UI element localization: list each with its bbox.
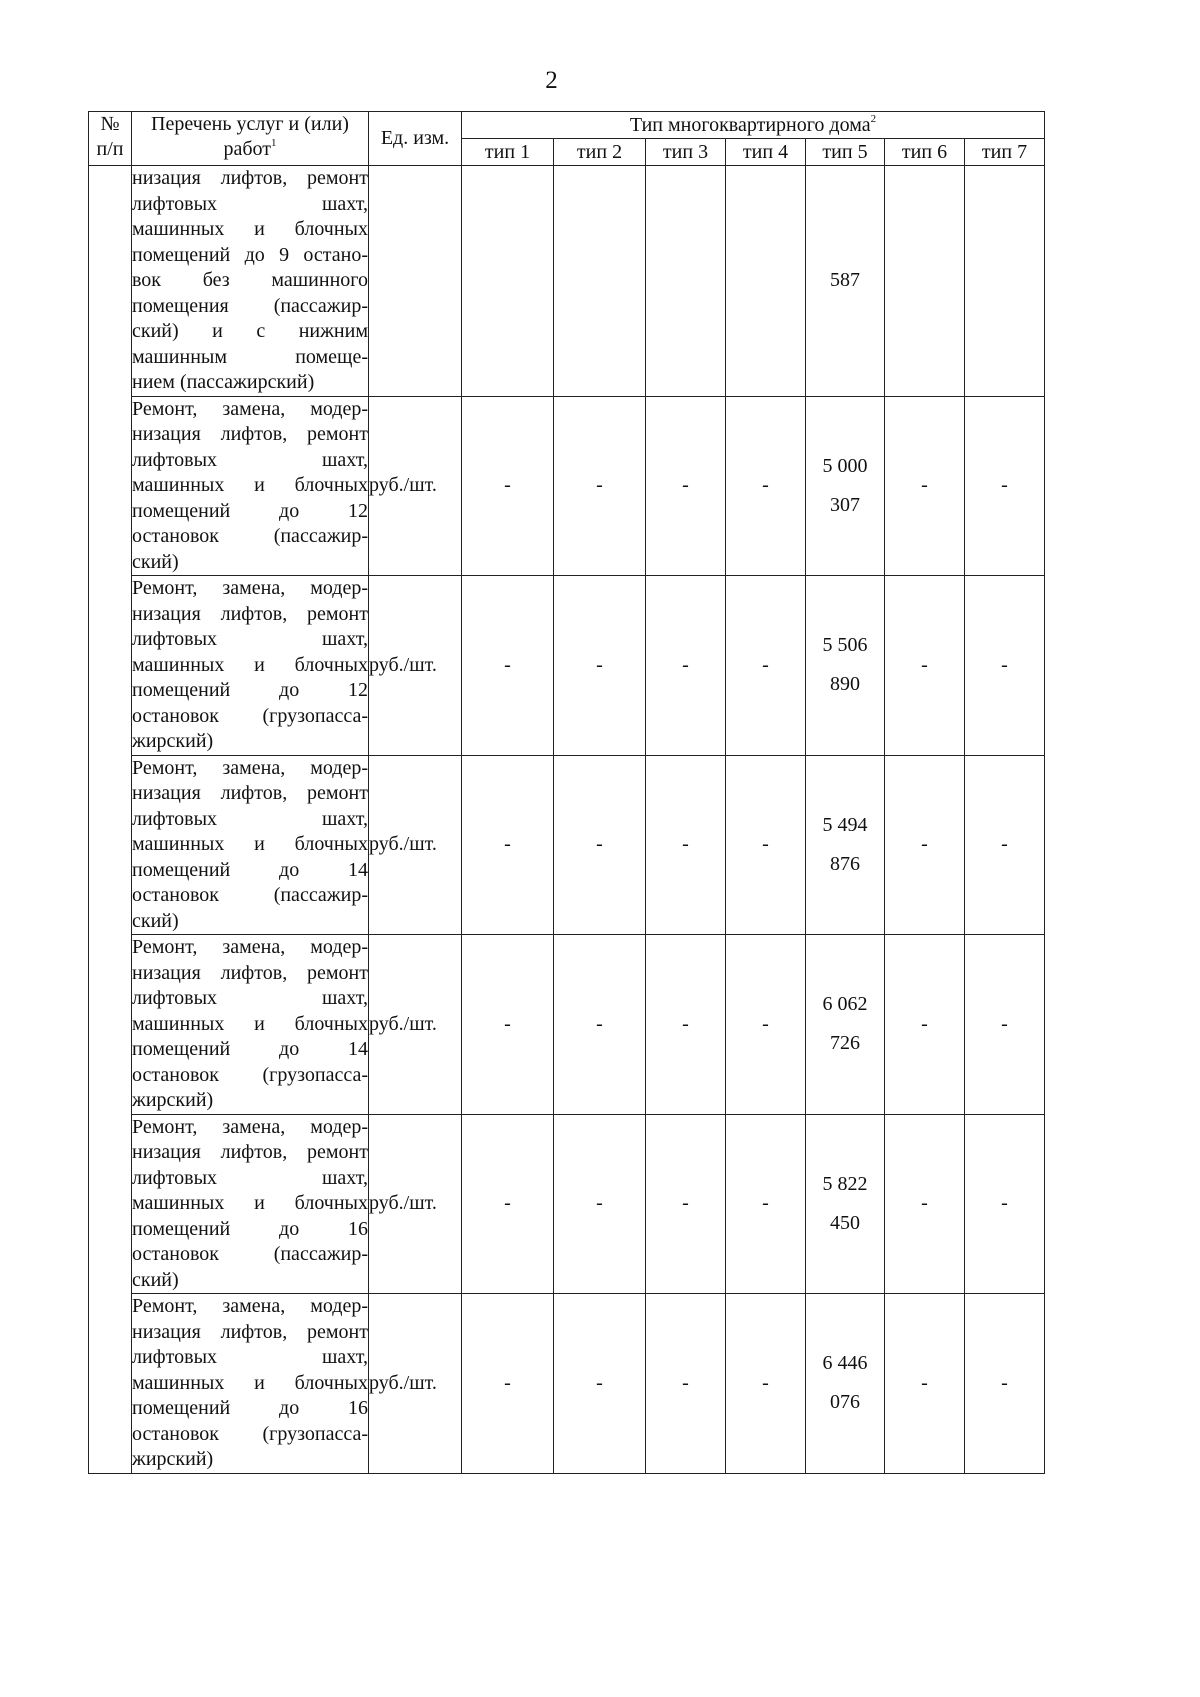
header-number	[89, 112, 132, 166]
service-description	[132, 755, 369, 935]
value-type-6	[885, 166, 965, 397]
value-type-5: 5 494 876	[806, 755, 885, 935]
service-description-line: помещений до 12	[132, 499, 368, 522]
header-type-group-label: Тип многоквартирного дома	[629, 113, 871, 136]
header-type-2: тип 2	[554, 139, 646, 166]
service-description-line: вок без машинного	[132, 269, 368, 291]
value-type-2: -	[554, 755, 646, 935]
service-description-line: низация лифтов, ремонт	[132, 961, 368, 984]
service-description-line: Ремонт, замена, модер-	[132, 397, 368, 420]
service-description-line: лифтовых шахт,	[132, 987, 368, 1009]
service-description-line: низация лифтов, ремонт	[132, 602, 368, 625]
service-description-line: помещений до 16	[132, 1217, 368, 1240]
value-type-5: 5 506 890	[806, 576, 885, 756]
value-type-5: 6 446 076	[806, 1294, 885, 1474]
service-description-line: остановок (пассажир-	[132, 1243, 368, 1265]
value-type-6: -	[885, 755, 965, 935]
service-description-line: машинных и блочных	[132, 1371, 368, 1394]
table-row	[89, 166, 1045, 397]
value-type-2: -	[554, 1294, 646, 1474]
value-type-5: 5 000 307	[806, 396, 885, 576]
value-type-4: -	[726, 396, 806, 576]
service-description-line: лифтовых шахт,	[132, 192, 368, 215]
service-description	[132, 935, 369, 1115]
service-description-line: низация лифтов, ремонт	[132, 167, 368, 189]
header-type-1: тип 1	[462, 139, 554, 166]
table-row	[89, 1294, 1045, 1474]
service-description-line: Ремонт, замена, модер-	[132, 936, 368, 958]
service-description-line: низация лифтов, ремонт	[132, 1141, 368, 1163]
service-description-line: лифтовых шахт,	[132, 448, 368, 471]
service-description-line: ский) и с нижним	[132, 320, 368, 342]
value-type-5: 6 062 726	[806, 935, 885, 1115]
value-type-6: -	[885, 935, 965, 1115]
service-description-line: низация лифтов, ремонт	[132, 1320, 368, 1343]
service-description-line: помещений до 9 остано-	[132, 243, 368, 266]
table-row	[89, 935, 1045, 1115]
value-type-3: -	[646, 576, 726, 756]
service-description-line: остановок (пассажир-	[132, 525, 368, 547]
service-description-line: машинных и блочных	[132, 833, 368, 855]
value-type-2: -	[554, 1114, 646, 1294]
header-services	[132, 112, 369, 166]
header-type-6: тип 6	[885, 139, 965, 166]
value-type-3: -	[646, 935, 726, 1115]
value-type-6: -	[885, 396, 965, 576]
header-type-4: тип 4	[726, 139, 806, 166]
value-type-7: -	[965, 576, 1045, 756]
value-type-1: -	[462, 396, 554, 576]
service-description-line: остановок (грузопасса-	[132, 1422, 368, 1445]
tariff-table	[88, 111, 1045, 1474]
service-description-line: машинным помеще-	[132, 345, 368, 368]
value-type-3: -	[646, 1114, 726, 1294]
value-type-4: -	[726, 755, 806, 935]
value-type-2: -	[554, 396, 646, 576]
unit-cell: руб./шт.	[369, 755, 462, 935]
header-services-line1: Перечень услуг и (или)	[151, 113, 349, 135]
unit-cell: руб./шт.	[369, 935, 462, 1115]
value-type-1: -	[462, 755, 554, 935]
service-description-line: лифтовых шахт,	[132, 628, 368, 650]
value-type-2: -	[554, 576, 646, 756]
value-type-5: 587	[806, 166, 885, 397]
row-number-cell	[89, 166, 132, 1474]
service-description-line: помещений до 14	[132, 858, 368, 881]
service-description-line: нием (пассажирский)	[132, 371, 315, 393]
value-type-7: -	[965, 396, 1045, 576]
unit-cell: руб./шт.	[369, 1294, 462, 1474]
value-type-1: -	[462, 935, 554, 1115]
service-description-line: низация лифтов, ремонт	[132, 423, 368, 445]
service-description-line: остановок (грузопасса-	[132, 1063, 368, 1086]
value-type-6: -	[885, 576, 965, 756]
value-type-5: 5 822 450	[806, 1114, 885, 1294]
header-type-7: тип 7	[965, 139, 1045, 166]
header-type-3: тип 3	[646, 139, 726, 166]
value-type-3: -	[646, 396, 726, 576]
service-description-line: машинных и блочных	[132, 1012, 368, 1035]
header-type-group	[462, 112, 1045, 139]
service-description-line: остановок (пассажир-	[132, 884, 368, 906]
value-type-4: -	[726, 1114, 806, 1294]
value-type-4: -	[726, 1294, 806, 1474]
service-description-line: помещений до 12	[132, 679, 368, 701]
header-services-line2: работ	[223, 138, 272, 160]
service-description-line: Ремонт, замена, модер-	[132, 756, 368, 779]
value-type-1: -	[462, 1114, 554, 1294]
table-row	[89, 396, 1045, 576]
header-number-line1: №	[100, 113, 120, 135]
value-type-7: -	[965, 1114, 1045, 1294]
unit-cell	[369, 166, 462, 397]
service-description-line: Ремонт, замена, модер-	[132, 577, 368, 599]
value-type-6: -	[885, 1114, 965, 1294]
value-type-2	[554, 166, 646, 397]
service-description-line: машинных и блочных	[132, 653, 368, 676]
service-description-line: жирский)	[132, 730, 214, 752]
value-type-4: -	[726, 576, 806, 756]
value-type-3	[646, 166, 726, 397]
value-type-6: -	[885, 1294, 965, 1474]
footnote-2-marker: 2	[870, 112, 877, 125]
service-description-line: ский)	[132, 550, 179, 573]
header-unit: Ед. изм.	[369, 112, 462, 166]
value-type-3: -	[646, 755, 726, 935]
value-type-4	[726, 166, 806, 397]
table-row	[89, 1114, 1045, 1294]
service-description	[132, 1114, 369, 1294]
value-type-1: -	[462, 576, 554, 756]
service-description-line: помещений до 14	[132, 1038, 368, 1060]
value-type-1	[462, 166, 554, 397]
header-number-line2: п/п	[96, 138, 124, 160]
service-description-line: ский)	[132, 1268, 179, 1291]
service-description-line: жирский)	[132, 1089, 214, 1111]
unit-cell: руб./шт.	[369, 576, 462, 756]
service-description-line: Ремонт, замена, модер-	[132, 1115, 368, 1138]
service-description-line: остановок (грузопасса-	[132, 704, 368, 727]
service-description-line: Ремонт, замена, модер-	[132, 1295, 368, 1317]
service-description-line: лифтовых шахт,	[132, 1346, 368, 1368]
value-type-7	[965, 166, 1045, 397]
value-type-3: -	[646, 1294, 726, 1474]
service-description-line: машинных и блочных	[132, 218, 368, 240]
value-type-7: -	[965, 755, 1045, 935]
service-description-line: машинных и блочных	[132, 1192, 368, 1214]
value-type-2: -	[554, 935, 646, 1115]
page-number: 2	[545, 67, 558, 94]
header-type-5: тип 5	[806, 139, 885, 166]
service-description	[132, 396, 369, 576]
table-row	[89, 755, 1045, 935]
value-type-1: -	[462, 1294, 554, 1474]
service-description	[132, 576, 369, 756]
unit-cell: руб./шт.	[369, 1114, 462, 1294]
value-type-7: -	[965, 1294, 1045, 1474]
service-description-line: помещения (пассажир-	[132, 294, 368, 317]
unit-cell: руб./шт.	[369, 396, 462, 576]
service-description	[132, 166, 369, 397]
value-type-4: -	[726, 935, 806, 1115]
service-description-line: лифтовых шахт,	[132, 1166, 368, 1189]
service-description-line: низация лифтов, ремонт	[132, 782, 368, 804]
footnote-1-marker: 1	[271, 137, 277, 149]
service-description-line: машинных и блочных	[132, 474, 368, 496]
service-description-line: жирский)	[132, 1448, 214, 1470]
value-type-7: -	[965, 935, 1045, 1115]
service-description-line: лифтовых шахт,	[132, 807, 368, 830]
service-description	[132, 1294, 369, 1474]
table-row	[89, 576, 1045, 756]
service-description-line: ский)	[132, 909, 179, 932]
service-description-line: помещений до 16	[132, 1397, 368, 1419]
